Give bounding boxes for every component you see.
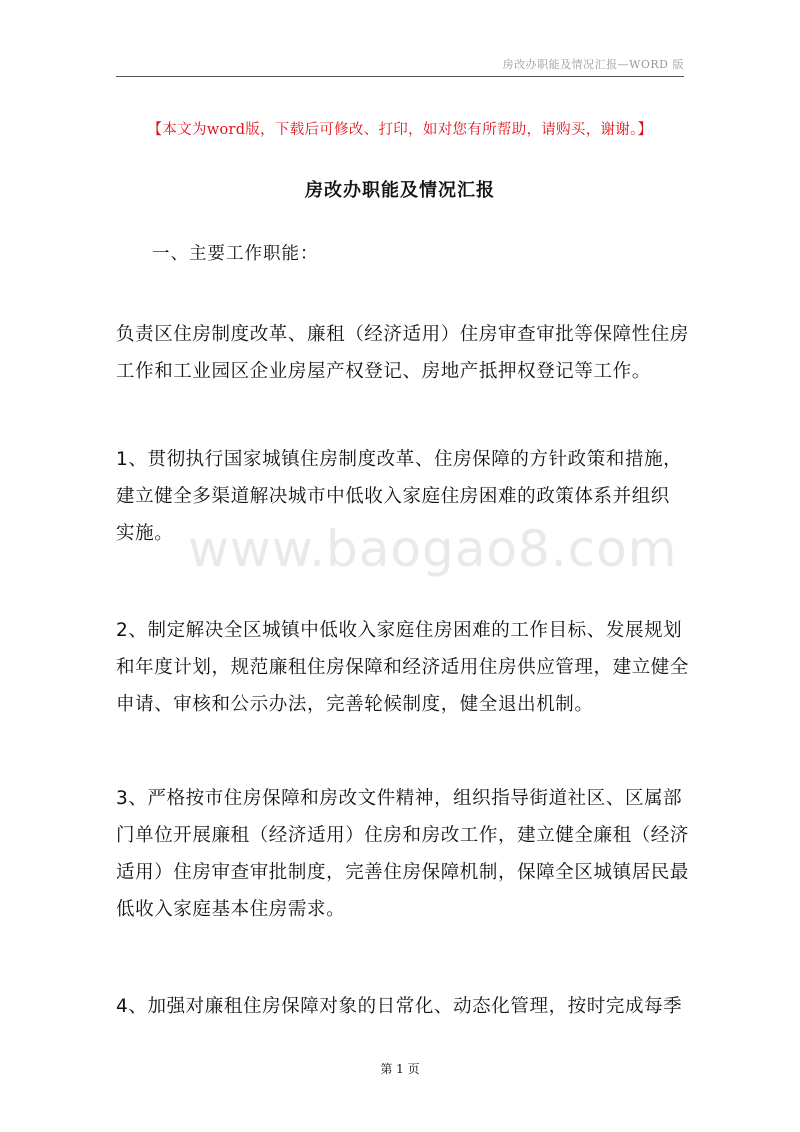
paragraph-duties-intro — [116, 316, 688, 390]
paragraph-line: 3、严格按市住房保障和房改文件精神，组织指导街道社区、区属部 — [116, 788, 683, 809]
header-divider — [116, 76, 684, 77]
paragraph-line: 建立健全多渠道解决城市中低收入家庭住房困难的政策体系并组织 — [116, 486, 670, 507]
document-title: 房改办职能及情况汇报 — [305, 180, 495, 201]
paragraph-line: 申请、审核和公示办法，完善轮候制度，健全退出机制。 — [116, 694, 594, 715]
paragraph-line: 负责区住房制度改革、廉租（经济适用）住房审查审批等保障性住房 — [116, 324, 690, 345]
paragraph-line: 工作和工业园区企业房屋产权登记、房地产抵押权登记等工作。 — [116, 361, 651, 382]
paragraph-line: 低收入家庭基本住房需求。 — [116, 899, 346, 920]
paragraph-line: 适用）住房审查审批制度，完善住房保障机制，保障全区城镇居民最 — [116, 862, 690, 883]
paragraph-item-3 — [116, 780, 688, 928]
paragraph-item-1 — [116, 441, 688, 552]
running-header: 房改办职能及情况汇报—WORD 版 — [502, 58, 684, 71]
paragraph-line: 和年度计划，规范廉租住房保障和经济适用住房供应管理，建立健全 — [116, 657, 690, 678]
download-notice: 【本文为word版，下载后可修改、打印，如对您有所帮助，请购买，谢谢。】 — [147, 122, 653, 138]
paragraph-line: 4、加强对廉租住房保障对象的日常化、动态化管理，按时完成每季 — [116, 996, 683, 1017]
paragraph-line: 2、制定解决全区城镇中低收入家庭住房困难的工作目标、发展规划 — [116, 620, 683, 641]
paragraph-line: 1、贯彻执行国家城镇住房制度改革、住房保障的方针政策和措施， — [116, 449, 683, 470]
section-heading: 一、主要工作职能： — [152, 244, 319, 264]
watermark: www.baogao8.com — [188, 520, 678, 578]
paragraph-line: 门单位开展廉租（经济适用）住房和房改工作，建立健全廉租（经济 — [116, 825, 690, 846]
paragraph-line: 实施。 — [116, 523, 174, 544]
page-number: 第 1 页 — [380, 1062, 420, 1076]
paragraph-item-2 — [116, 612, 688, 723]
paragraph-item-4 — [116, 988, 688, 1025]
